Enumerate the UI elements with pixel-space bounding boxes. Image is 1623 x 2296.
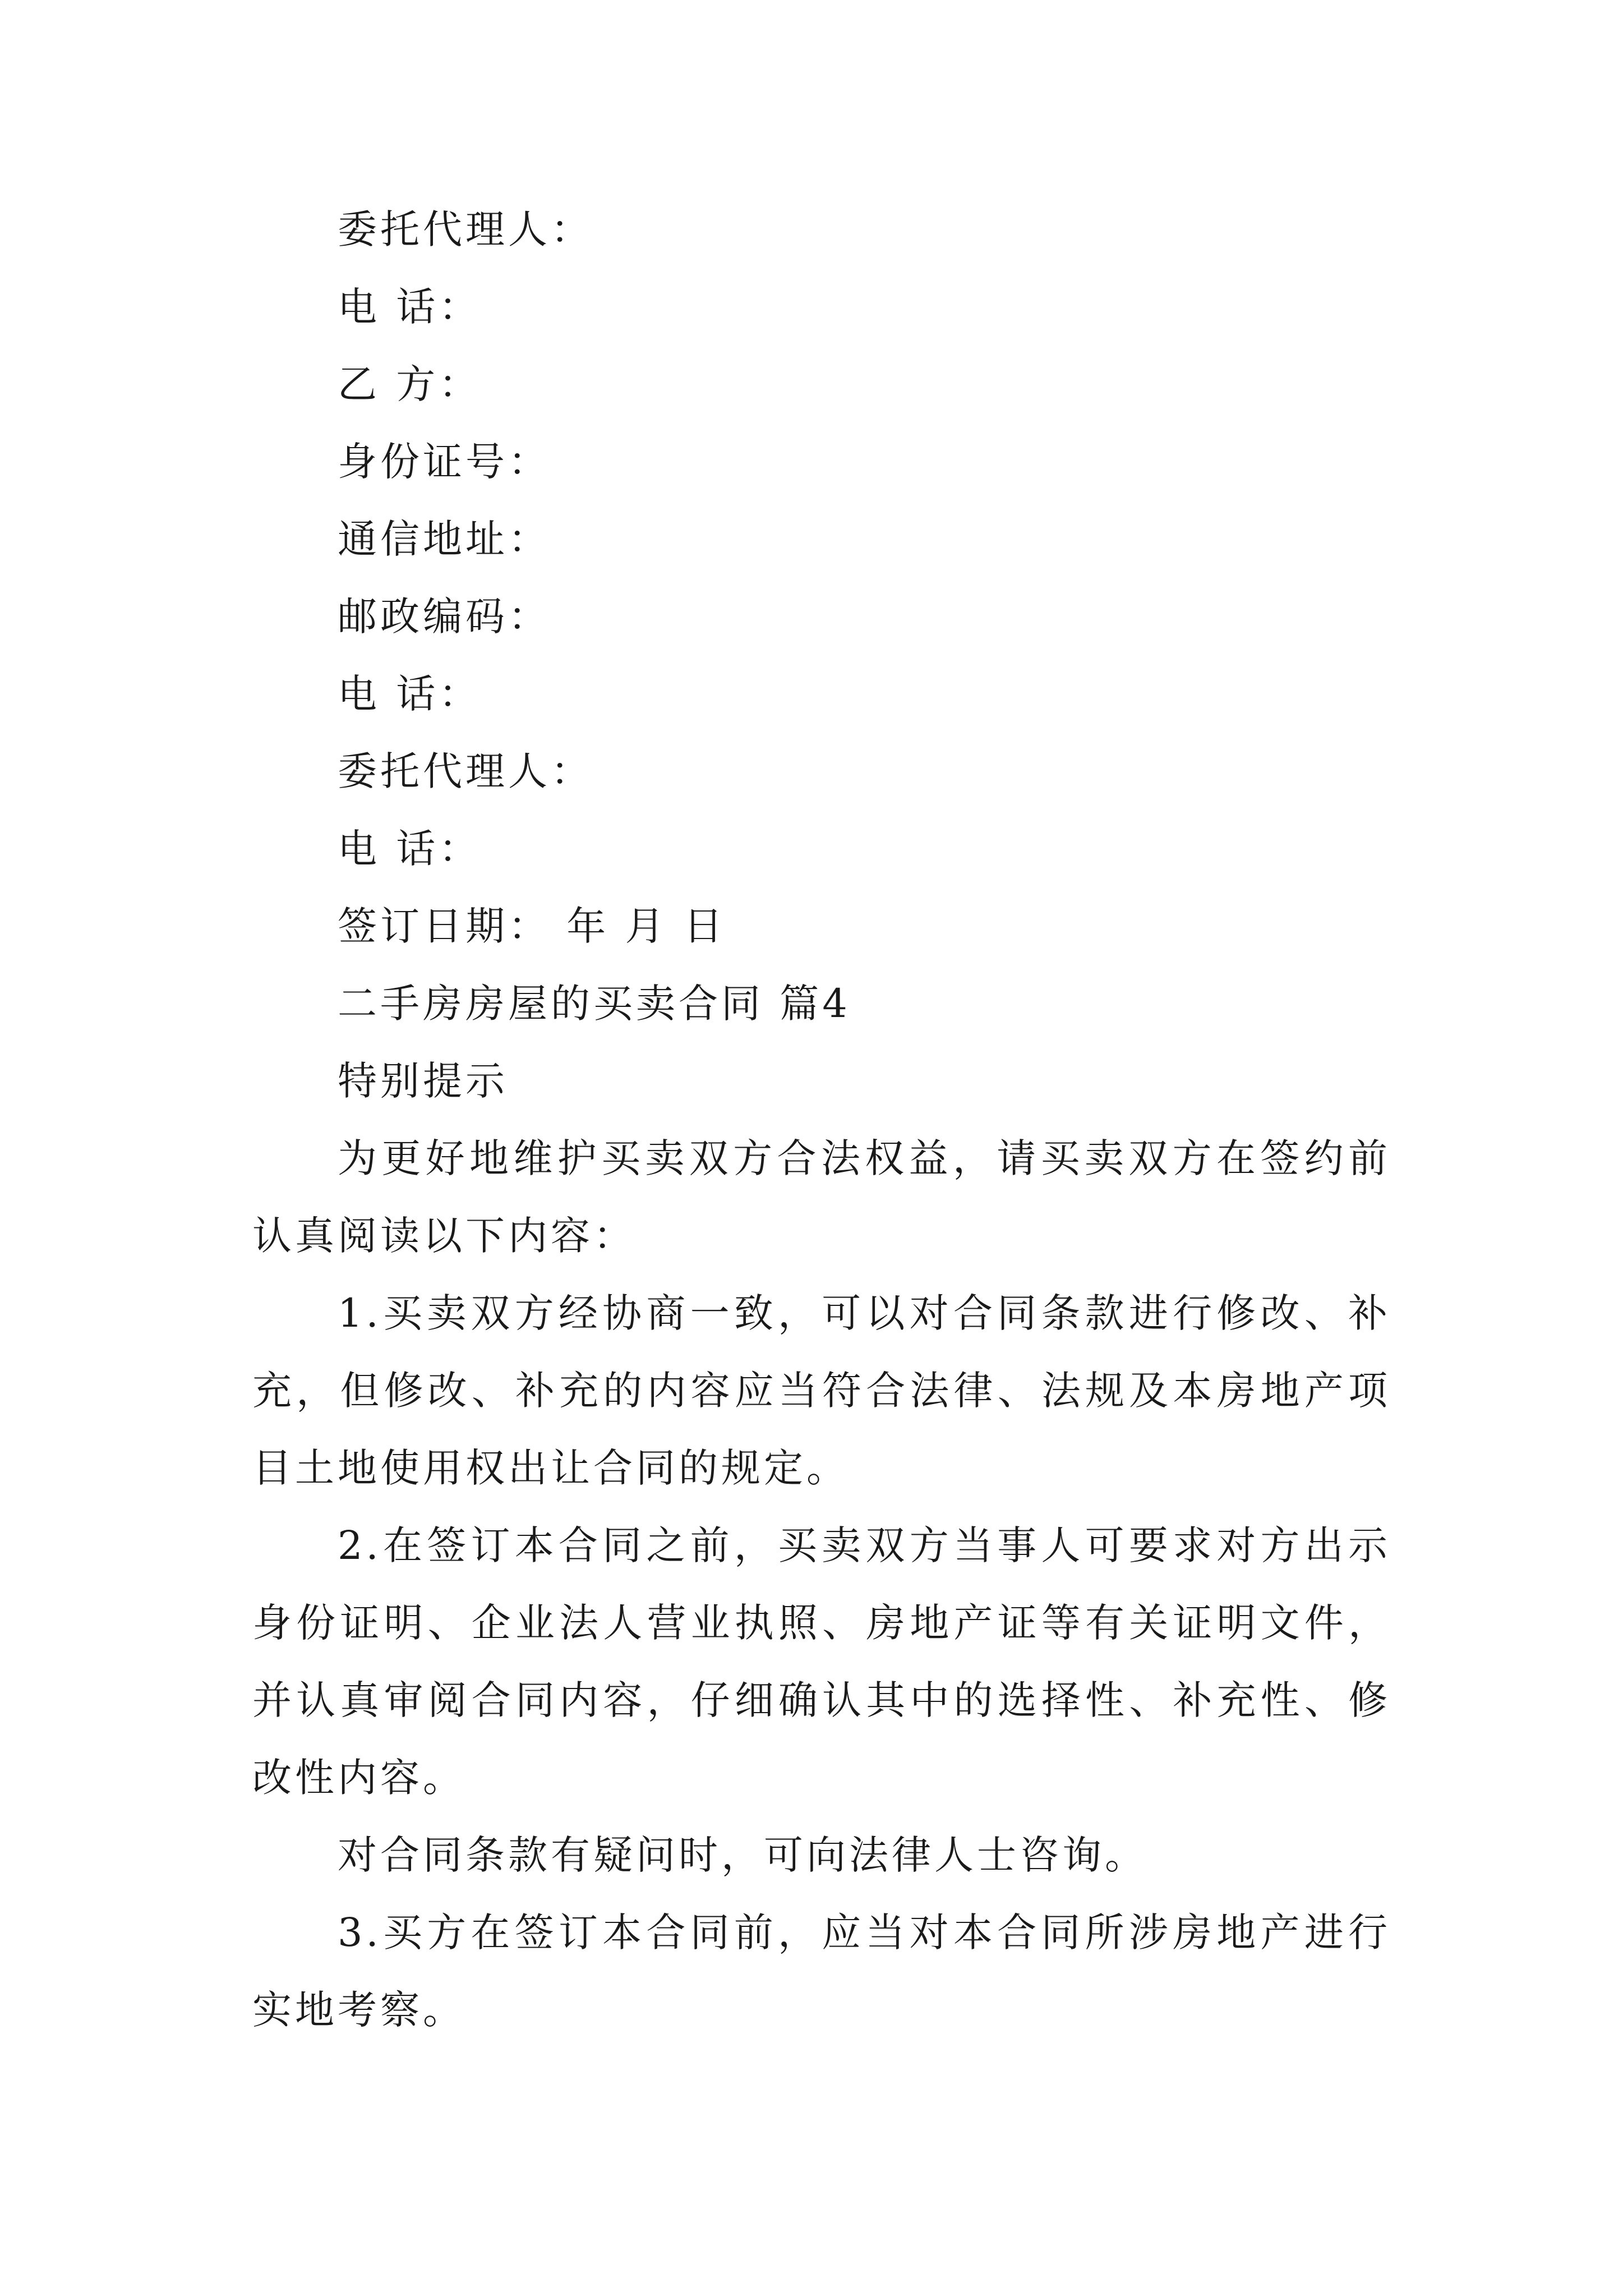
agent-field: 委托代理人： (338, 206, 593, 252)
address-field: 通信地址： (338, 516, 551, 562)
section-title: 二手房房屋的买卖合同 篇4 (338, 981, 851, 1027)
consult-paragraph: 对合同条款有疑问时，可向法律人士咨询。 (338, 1832, 1147, 1878)
phone-field: 电 话： (338, 671, 482, 717)
signing-date-field: 签订日期： 年 月 日 (338, 903, 726, 949)
agent-field: 委托代理人： (338, 748, 593, 794)
clause-3-paragraph: 3.买方在签订本合同前，应当对本合同所涉房地产进行实地考察。 (252, 1910, 1391, 2033)
id-number-field: 身份证号： (338, 439, 551, 485)
party-b-field: 乙 方： (338, 361, 482, 407)
clause-1-paragraph: 1.买卖双方经协商一致，可以对合同条款进行修改、补充，但修改、补充的内容应当符合法律、法规及本房地产项目土地使用权出让合同的规定。 (252, 1290, 1391, 1491)
clause-2-paragraph: 2.在签订本合同之前，买卖双方当事人可要求对方出示身份证明、企业法人营业执照、房地产证等有关证明文件，并认真审阅合同内容，仔细确认其中的选择性、补充性、修改性内容。 (252, 1522, 1391, 1801)
document-body (252, 191, 1391, 2049)
notice-intro-paragraph: 为更好地维护买卖双方合法权益，请买卖双方在签约前认真阅读以下内容： (252, 1135, 1391, 1259)
phone-field: 电 话： (338, 284, 482, 330)
notice-heading: 特别提示 (338, 1058, 508, 1104)
postal-code-field: 邮政编码： (338, 593, 551, 639)
phone-field: 电 话： (338, 826, 482, 872)
